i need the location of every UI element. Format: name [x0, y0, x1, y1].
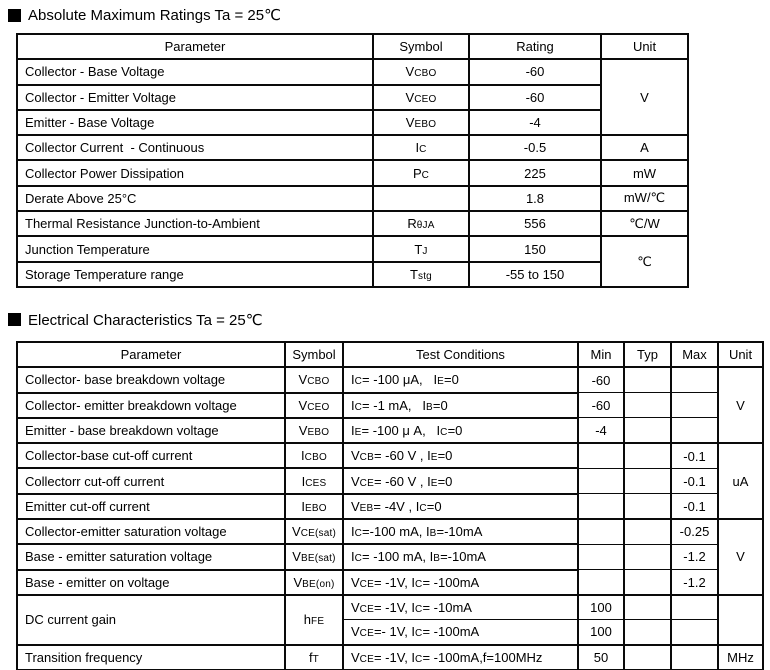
typ-cell — [624, 595, 671, 620]
typ-cell — [624, 544, 671, 569]
param-cell: Junction Temperature — [17, 236, 373, 261]
symbol-cell: ICBO — [285, 443, 343, 468]
symbol-cell: PC — [373, 160, 469, 185]
param-cell: Base - emitter saturation voltage — [17, 544, 285, 569]
typ-cell — [624, 443, 671, 468]
max-cell — [671, 393, 718, 418]
symbol-cell: TJ — [373, 236, 469, 261]
symbol-cell: Tstg — [373, 262, 469, 287]
min-cell: 50 — [578, 645, 624, 670]
cond-cell: VCE= -60 V , IE=0 — [343, 468, 578, 493]
table-row — [17, 367, 763, 392]
param-cell: Emitter cut-off current — [17, 494, 285, 519]
symbol-cell: VCEO — [285, 393, 343, 418]
rating-cell: -60 — [469, 85, 601, 110]
table-row — [17, 85, 688, 110]
param-cell: DC current gain — [17, 595, 285, 645]
cond-cell: IC= -100 mA, IB=-10mA — [343, 544, 578, 569]
cond-cell: VCE=- 1V, IC= -100mA — [343, 620, 578, 645]
table-row — [17, 160, 688, 185]
symbol-cell: VCEO — [373, 85, 469, 110]
table-row — [17, 645, 763, 670]
unit-cell: ℃ — [601, 236, 688, 287]
header-test-conditions: Test Conditions — [343, 342, 578, 367]
header-symbol: Symbol — [285, 342, 343, 367]
rating-cell: -55 to 150 — [469, 262, 601, 287]
typ-cell — [624, 418, 671, 443]
symbol-cell: VEBO — [373, 110, 469, 135]
unit-cell: V — [718, 519, 763, 595]
table-row — [17, 519, 763, 544]
symbol-cell: VCBO — [373, 59, 469, 84]
table-row — [17, 494, 763, 519]
min-cell: 100 — [578, 595, 624, 620]
cond-cell: IE= -100 μ A, IC=0 — [343, 418, 578, 443]
table-row — [17, 262, 688, 287]
param-cell: Collector - Emitter Voltage — [17, 85, 373, 110]
param-cell: Collectorr cut-off current — [17, 468, 285, 493]
table-row — [17, 211, 688, 236]
param-cell: Derate Above 25°C — [17, 186, 373, 211]
cond-cell: VEB= -4V , IC=0 — [343, 494, 578, 519]
abs-max-table — [16, 33, 689, 288]
param-cell: Collector-emitter saturation voltage — [17, 519, 285, 544]
unit-cell: MHz — [718, 645, 763, 670]
symbol-cell: fT — [285, 645, 343, 670]
rating-cell: 225 — [469, 160, 601, 185]
table-row — [17, 236, 688, 261]
table-row — [17, 59, 688, 84]
table-row — [17, 135, 688, 160]
table-row — [17, 544, 763, 569]
unit-cell: V — [718, 367, 763, 443]
param-cell: Collector - Base Voltage — [17, 59, 373, 84]
header-parameter: Parameter — [17, 342, 285, 367]
param-cell: Collector- emitter breakdown voltage — [17, 393, 285, 418]
max-cell: -0.25 — [671, 519, 718, 544]
table-row — [17, 110, 688, 135]
cond-cell: VCE= -1V, IC= -10mA — [343, 595, 578, 620]
rating-cell: 556 — [469, 211, 601, 236]
min-cell — [578, 544, 624, 569]
unit-cell: mW — [601, 160, 688, 185]
symbol-cell: RθJA — [373, 211, 469, 236]
cond-cell: VCE= -1V, IC= -100mA,f=100MHz — [343, 645, 578, 670]
symbol-cell: VCE(sat) — [285, 519, 343, 544]
max-cell — [671, 645, 718, 670]
param-cell: Emitter - base breakdown voltage — [17, 418, 285, 443]
min-cell: -60 — [578, 393, 624, 418]
typ-cell — [624, 570, 671, 595]
symbol-cell: VCBO — [285, 367, 343, 392]
max-cell: -0.1 — [671, 443, 718, 468]
rating-cell: 150 — [469, 236, 601, 261]
cond-cell: VCE= -1V, IC= -100mA — [343, 570, 578, 595]
table-row — [17, 186, 688, 211]
symbol-cell: ICES — [285, 468, 343, 493]
unit-cell: mW/℃ — [601, 186, 688, 211]
max-cell — [671, 367, 718, 392]
unit-cell: A — [601, 135, 688, 160]
param-cell: Thermal Resistance Junction-to-Ambient — [17, 211, 373, 236]
header-unit: Unit — [601, 34, 688, 59]
symbol-cell: VEBO — [285, 418, 343, 443]
rating-cell: -4 — [469, 110, 601, 135]
min-cell: -60 — [578, 367, 624, 392]
cond-cell: IC= -100 μA, IE=0 — [343, 367, 578, 392]
typ-cell — [624, 393, 671, 418]
min-cell — [578, 519, 624, 544]
unit-cell: uA — [718, 443, 763, 519]
param-cell: Base - emitter on voltage — [17, 570, 285, 595]
max-cell: -0.1 — [671, 468, 718, 493]
typ-cell — [624, 645, 671, 670]
max-cell: -1.2 — [671, 570, 718, 595]
max-cell — [671, 620, 718, 645]
section-title-text: Electrical Characteristics Ta = 25℃ — [28, 311, 263, 329]
rating-cell: -0.5 — [469, 135, 601, 160]
symbol-cell: VBE(on) — [285, 570, 343, 595]
rating-cell: 1.8 — [469, 186, 601, 211]
unit-cell: V — [601, 59, 688, 135]
param-cell: Emitter - Base Voltage — [17, 110, 373, 135]
table-row — [17, 570, 763, 595]
header-max: Max — [671, 342, 718, 367]
symbol-cell: IEBO — [285, 494, 343, 519]
header-unit: Unit — [718, 342, 763, 367]
param-cell: Storage Temperature range — [17, 262, 373, 287]
symbol-cell — [373, 186, 469, 211]
elec-char-section-title — [8, 311, 770, 329]
table-row — [17, 595, 763, 620]
header-min: Min — [578, 342, 624, 367]
typ-cell — [624, 620, 671, 645]
table-row — [17, 418, 763, 443]
param-cell: Collector-base cut-off current — [17, 443, 285, 468]
section-title-text: Absolute Maximum Ratings Ta = 25℃ — [28, 7, 281, 24]
min-cell — [578, 570, 624, 595]
unit-cell — [718, 595, 763, 645]
cond-cell: VCB= -60 V , IE=0 — [343, 443, 578, 468]
symbol-cell: VBE(sat) — [285, 544, 343, 569]
min-cell — [578, 494, 624, 519]
table-header-row — [17, 34, 688, 59]
header-typ: Typ — [624, 342, 671, 367]
typ-cell — [624, 367, 671, 392]
table-row — [17, 468, 763, 493]
typ-cell — [624, 519, 671, 544]
min-cell — [578, 443, 624, 468]
min-cell — [578, 468, 624, 493]
min-cell: 100 — [578, 620, 624, 645]
max-cell: -1.2 — [671, 544, 718, 569]
rating-cell: -60 — [469, 59, 601, 84]
header-parameter: Parameter — [17, 34, 373, 59]
bullet-square-icon — [8, 9, 21, 22]
param-cell: Collector Power Dissipation — [17, 160, 373, 185]
max-cell: -0.1 — [671, 494, 718, 519]
table-row — [17, 393, 763, 418]
max-cell — [671, 418, 718, 443]
elec-char-table — [16, 341, 764, 670]
table-row — [17, 443, 763, 468]
header-rating: Rating — [469, 34, 601, 59]
typ-cell — [624, 494, 671, 519]
abs-max-section-title — [8, 6, 770, 24]
bullet-square-icon — [8, 313, 21, 326]
unit-cell: ℃/W — [601, 211, 688, 236]
symbol-cell: hFE — [285, 595, 343, 645]
cond-cell: IC=-100 mA, IB=-10mA — [343, 519, 578, 544]
table-header-row — [17, 342, 763, 367]
param-cell: Collector Current - Continuous — [17, 135, 373, 160]
symbol-cell: IC — [373, 135, 469, 160]
max-cell — [671, 595, 718, 620]
header-symbol: Symbol — [373, 34, 469, 59]
min-cell: -4 — [578, 418, 624, 443]
typ-cell — [624, 468, 671, 493]
param-cell: Transition frequency — [17, 645, 285, 670]
cond-cell: IC= -1 mA, IB=0 — [343, 393, 578, 418]
param-cell: Collector- base breakdown voltage — [17, 367, 285, 392]
